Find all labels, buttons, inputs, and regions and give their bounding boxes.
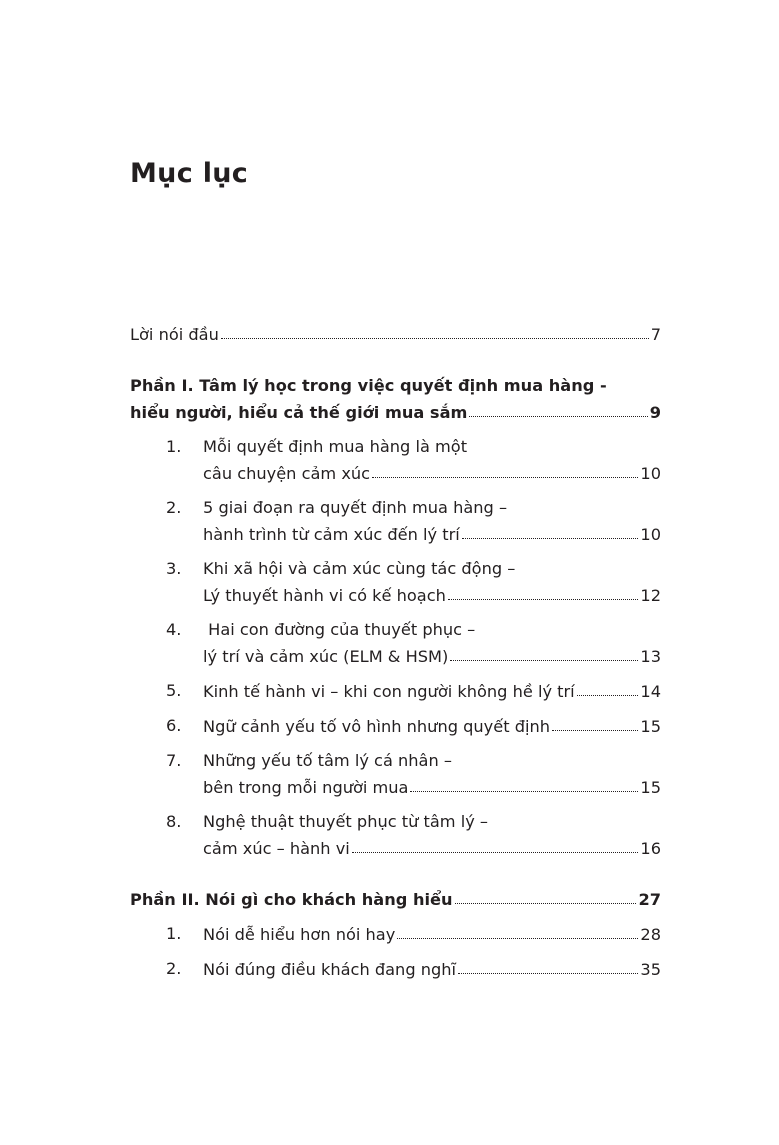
- toc-item-page: 13: [640, 647, 661, 666]
- dot-leader: [577, 691, 639, 696]
- toc-item-number: 2.: [166, 959, 182, 978]
- toc-item-line1: Mỗi quyết định mua hàng là một: [203, 437, 468, 456]
- toc-item-line1: Hai con đường của thuyết phục –: [203, 620, 476, 639]
- toc-part-1: [130, 372, 661, 862]
- toc-part-heading-line: [130, 372, 661, 399]
- dot-leader: [552, 726, 638, 731]
- page-title: Mục lục: [130, 158, 249, 189]
- dot-leader: [455, 899, 637, 904]
- toc-item: [130, 556, 661, 609]
- toc-item-line2: cảm xúc – hành vi: [203, 839, 350, 858]
- toc-entry-text: Lời nói đầu: [130, 325, 219, 344]
- toc-item-line1: Nghệ thuật thuyết phục từ tâm lý –: [203, 812, 489, 831]
- toc-part-heading-line: [130, 399, 661, 426]
- toc-item-page: 28: [640, 925, 661, 944]
- toc-item-line1: 5 giai đoạn ra quyết định mua hàng –: [203, 498, 508, 517]
- dot-leader: [221, 334, 649, 339]
- toc-item-number: 1.: [166, 924, 182, 943]
- toc-item-line2: Lý thuyết hành vi có kế hoạch: [203, 586, 446, 605]
- toc-item: [130, 434, 661, 487]
- toc-item-number: 6.: [166, 716, 182, 735]
- toc-item-line2: bên trong mỗi người mua: [203, 778, 409, 797]
- toc-item-line: Kinh tế hành vi – khi con người không hề lý trí: [203, 682, 575, 701]
- toc-item-line1: Khi xã hội và cảm xúc cùng tác động –: [203, 559, 516, 578]
- toc-item-number: 7.: [166, 751, 182, 770]
- toc-item-number: 3.: [166, 559, 182, 578]
- toc-item-number: 5.: [166, 681, 182, 700]
- toc-item-number: 8.: [166, 812, 182, 831]
- toc-item-line: Ngữ cảnh yếu tố vô hình nhưng quyết định: [203, 717, 550, 736]
- toc-part-2: [130, 886, 661, 983]
- dot-leader: [458, 969, 638, 974]
- toc-item-line2: lý trí và cảm xúc (ELM & HSM): [203, 647, 449, 666]
- dot-leader: [397, 934, 638, 939]
- dot-leader: [450, 656, 638, 661]
- dot-leader: [410, 787, 638, 792]
- toc-entry-page: 7: [650, 325, 661, 344]
- toc-item: [130, 495, 661, 548]
- toc-item: [130, 921, 661, 948]
- toc-entry-preface: [130, 322, 661, 348]
- toc-item: [130, 617, 661, 670]
- toc-item-page: 16: [640, 839, 661, 858]
- toc-item-line2: hành trình từ cảm xúc đến lý trí: [203, 525, 460, 544]
- toc-item-page: 14: [640, 682, 661, 701]
- toc-item-page: 10: [640, 525, 661, 544]
- toc-item-line1: Những yếu tố tâm lý cá nhân –: [203, 751, 452, 770]
- toc-item-page: 10: [640, 464, 661, 483]
- toc-item: [130, 713, 661, 740]
- toc-item-page: 15: [640, 717, 661, 736]
- dot-leader: [469, 412, 647, 417]
- toc-part-title: Phần II. Nói gì cho khách hàng hiểu: [130, 890, 453, 909]
- toc-item-line: Nói dễ hiểu hơn nói hay: [203, 925, 396, 944]
- table-of-contents: [130, 322, 661, 983]
- toc-item: [130, 956, 661, 983]
- toc-part-title-line1: Phần I. Tâm lý học trong việc quyết định mua hàng -: [130, 376, 607, 395]
- dot-leader: [448, 595, 639, 600]
- toc-part-page: 27: [638, 890, 661, 909]
- toc-item-page: 12: [640, 586, 661, 605]
- toc-part-title-line2: hiểu người, hiểu cả thế giới mua sắm: [130, 403, 468, 422]
- dot-leader: [462, 534, 639, 539]
- dot-leader: [352, 848, 639, 853]
- toc-part-heading-line: [130, 886, 661, 913]
- toc-item: [130, 809, 661, 862]
- toc-item-line: Nói đúng điều khách đang nghĩ: [203, 960, 457, 979]
- dot-leader: [372, 473, 638, 478]
- toc-item: [130, 678, 661, 705]
- toc-item-number: 1.: [166, 437, 182, 456]
- toc-item-page: 15: [640, 778, 661, 797]
- toc-item-number: 2.: [166, 498, 182, 517]
- toc-item-page: 35: [640, 960, 661, 979]
- toc-item-number: 4.: [166, 620, 182, 639]
- toc-item: [130, 748, 661, 801]
- toc-part-page: 9: [649, 403, 661, 422]
- toc-item-line2: câu chuyện cảm xúc: [203, 464, 371, 483]
